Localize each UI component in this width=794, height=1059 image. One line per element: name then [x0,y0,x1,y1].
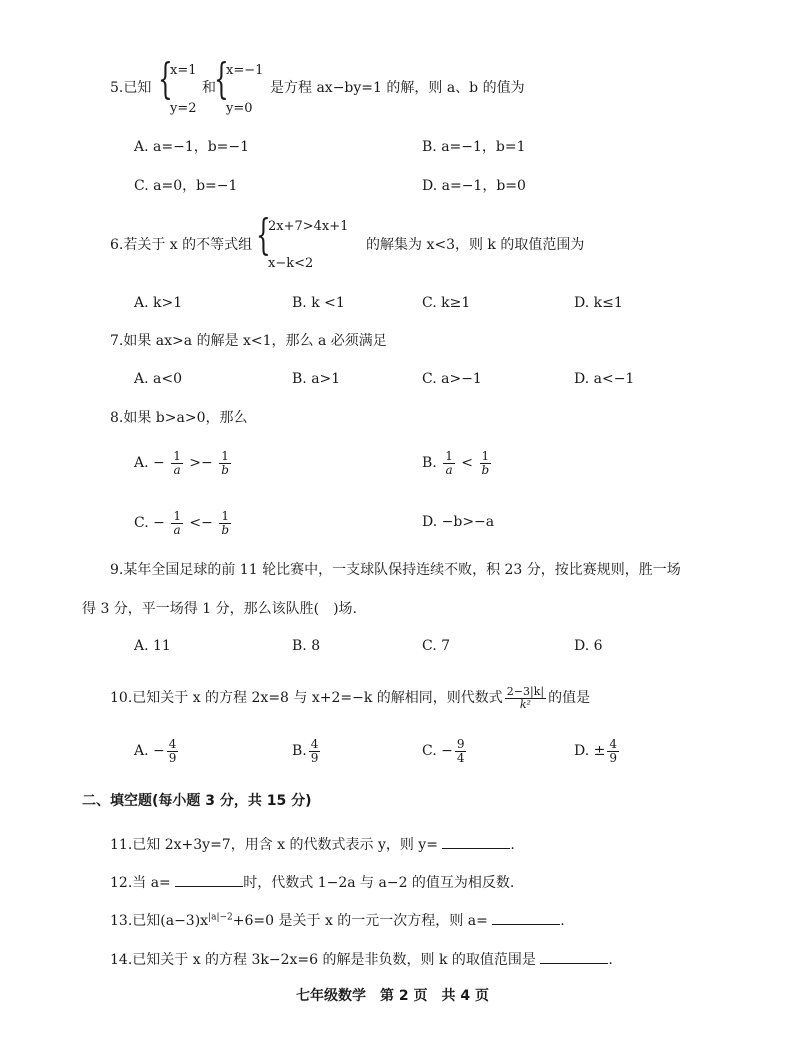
q6-sys-bot: x−k<2 [268,256,314,271]
q7-option-c: C. a>−1 [422,371,482,387]
q8-text: 8.如果 b>a>0，那么 [110,410,248,426]
q8-b-label: B. [422,455,437,472]
q7-text: 7.如果 ax>a 的解是 x<1，那么 a 必须满足 [110,333,387,349]
q5-sys2-top: x=−1 [226,63,264,78]
q8-a-label: A. [134,455,149,472]
q8-option-c [134,510,233,536]
q9-line-2: 得 3 分，平一场得 1 分，那么该队胜( )场. [82,601,357,617]
q5-sys2-bot: y=0 [226,101,253,116]
q5-option-d: D. a=−1，b=0 [422,178,526,194]
q11-prefix: 11.已知 2x+3y=7，用含 x 的代数式表示 y，则 y= [110,837,438,853]
q10-option-b: B. $\frac{4}{9}$ [292,737,319,765]
page-footer: 七年级数学 第 2 页 共 4 页 [296,988,489,1004]
q10-prefix: 10.已知关于 x 的方程 2x=8 与 x+2=−k 的解相同，则代数式 [110,690,503,707]
q7-option-d: D. a<−1 [574,371,635,387]
q7-option-a: A. a<0 [134,371,182,387]
q6-prefix: 6.若关于 x 的不等式组 [110,237,253,253]
q8-a-frac-2: $\frac{1}{b}$ [221,449,229,477]
q9-option-b: B. 8 [292,638,321,654]
q10-suffix: 的值是 [548,690,591,707]
q12-suffix: 时，代数式 1−2a 与 a−2 的值互为相反数. [243,875,515,891]
q13-line: 13.已知$(a-3)x^{|a|-2}+6=0$ 是关于 x 的一元一次方程，则 a= . [110,910,565,929]
q8-c-label: C. [134,515,149,532]
q5-and: 和 [202,80,216,96]
q5-option-b: B. a=−1，b=1 [422,139,526,155]
q8-a-frac-1: $\frac{1}{a}$ [173,449,181,477]
q14-prefix: 14.已知关于 x 的方程 3k−2x=6 的解是非负数，则 k 的取值范围是 [110,952,536,968]
q5-prefix: 5.已知 [110,80,152,96]
q6-option-a: A. k>1 [134,295,183,311]
q8-a-pre: − [153,455,165,472]
q8-b-frac-2: $\frac{1}{b}$ [481,449,490,477]
q8-option-b [422,450,493,476]
q8-option-a [134,450,233,476]
q14-answer-blank[interactable] [540,949,608,964]
q8-b-mid: < [461,455,474,472]
q8-a-mid: >− [189,455,213,472]
q13-exponent: |a|−2 [208,912,233,923]
q9-option-a: A. 11 [134,638,171,654]
q13-mid: +6=0 是关于 x 的一元一次方程，则 a= [232,913,488,929]
q11-line: 11.已知 2x+3y=7，用含 x 的代数式表示 y，则 y= . [110,834,515,853]
q6-suffix: 的解集为 x<3，则 k 的取值范围为 [366,237,585,253]
q8-c-frac-1: $\frac{1}{a}$ [173,509,181,537]
q5-option-c: C. a=0，b=−1 [134,178,238,194]
q5-sys1-top: x=1 [170,63,197,78]
q10-option-d: D. ± $\frac{4}{9}$ [574,737,617,765]
section-title-fill-in: 二、填空题(每小题 3 分，共 15 分) [82,793,312,809]
q6-sys-top: 2x+7>4x+1 [268,219,349,234]
q5-sys1-bot: y=2 [170,101,197,116]
q12-prefix: 12.当 a= [110,875,171,891]
q12-line [110,872,514,891]
q9-option-c: C. 7 [422,638,451,654]
q11-answer-blank[interactable] [442,834,510,849]
q6-option-c: C. k≥1 [422,295,471,311]
q13-prefix: 13.已知(a−3)x [110,913,209,929]
q8-c-mid: <− [189,515,213,532]
q14-line: 14.已知关于 x 的方程 3k−2x=6 的解是非负数，则 k 的取值范围是 . [110,949,613,968]
q5-suffix: 是方程 ax−by=1 的解，则 a、b 的值为 [270,80,525,96]
q5-brace-2: { [214,54,229,103]
q7-option-b: B. a>1 [292,371,341,387]
q8-c-frac-2: $\frac{1}{b}$ [221,509,230,537]
q8-option-d: D. −b>−a [422,514,495,530]
q6-brace: { [256,210,271,259]
q12-answer-blank[interactable] [175,872,243,887]
q5-option-a: A. a=−1，b=−1 [134,139,250,155]
q9-option-d: D. 6 [574,638,603,654]
q8-b-frac-1: $\frac{1}{a}$ [445,449,453,477]
q6-option-b: B. k <1 [292,295,345,311]
q6-option-d: D. k≤1 [574,295,623,311]
q9-line-1: 9.某年全国足球的前 11 轮比赛中，一支球队保持连续不败，积 23 分，按比赛规则，胜一场 [110,562,681,578]
q5-brace-1: { [158,54,173,103]
q10-line [110,686,590,710]
q8-c-pre: − [153,515,165,532]
q13-answer-blank[interactable] [492,910,560,925]
q10-frac: $\frac{2-3|k|}{\text{k²}}$ [506,685,545,711]
q10-option-a: A. − $\frac{4}{9}$ [134,737,177,765]
q10-option-c: C. − $\frac{9}{4}$ [422,737,465,765]
